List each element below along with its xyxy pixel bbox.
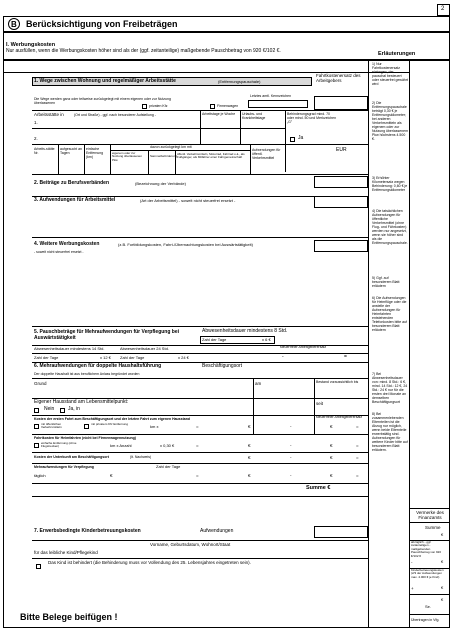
- grid-v2: [84, 144, 85, 174]
- col-sammel: Sammelbeförderung: [150, 154, 178, 158]
- firmenwagen-label: Firmenwagen: [217, 104, 239, 108]
- s6-line4: [32, 434, 368, 435]
- ja-in-label: Ja, in: [68, 406, 80, 412]
- s7-vorname: Vorname, Geburtsdatum, Wohnort/Staat: [150, 542, 231, 547]
- s6-hint: Der doppelte Haushalt ist aus beruflichem Anlass begründet worden: [34, 372, 140, 376]
- anzahl-label: km x Anzahl: [110, 443, 132, 448]
- abwesenheit-8-label: Abwesenheitsdauer mindestens 8 Std.: [202, 328, 288, 334]
- right-summe: Summe: [425, 525, 441, 530]
- verpfl-minus: -: [290, 473, 292, 478]
- note-7: 7) Bei Abwesenheitsdauer von: mind. 8 Std.: 6 €, mind. 14 Std.: 12 €, 24 Std.: 24 € nur für die ersten drei Monate an demselben Beschäftigungsort: [372, 372, 408, 405]
- unterkunft-euro: €: [248, 455, 251, 460]
- grid-v5: [175, 150, 176, 174]
- erlaeuterungen-label: Erläuterungen: [378, 51, 416, 57]
- col-sep-3: [285, 110, 286, 172]
- s5-line2: [32, 353, 368, 354]
- s3-title: 3. Aufwendungen für Arbeitsmittel: [34, 197, 116, 203]
- seit-label: seit: [316, 401, 324, 406]
- s1-row2-line: [32, 128, 285, 129]
- urlaub-label: Urlaubs- und Krankheitstage: [242, 112, 266, 121]
- grid-v1: [58, 144, 59, 174]
- s1-title: 1. Wege zwischen Wohnung und regelmäßiger Arbeitsstätte: [34, 78, 176, 84]
- col-aufgesucht: aufgesucht an Tagen: [60, 147, 82, 156]
- grid-v4: [148, 150, 149, 174]
- s7-amount-field[interactable]: [314, 526, 368, 538]
- arbeitstage-label: Arbeitstage je Woche: [202, 112, 236, 116]
- note-4: 4) Die tatsächlichen Aufwendungen für öffentliche Verkehrsmittel (ohne Flug- und Fährkosten) werden nur angesetzt, wenn sie höher sind als die Entfernungspauschale.: [372, 209, 408, 246]
- s7-kind: für das leibliche Kind/Pflegekind: [34, 550, 98, 555]
- right-se-euro: €: [441, 597, 444, 602]
- s6-line6: [32, 463, 368, 464]
- s4-amount-field[interactable]: [314, 240, 368, 252]
- heimfahrten-label: Fahrtkosten für Heimfahrten (nicht bei Firmenwagennutzung): [34, 436, 136, 440]
- s5-x24: x 24 €: [178, 355, 189, 360]
- fahrtkosten-label: Fahrtkostenersatz des Arbeitgebers: [316, 73, 361, 84]
- kennzeichen-field[interactable]: [248, 100, 308, 108]
- note-8: 8) Bei zusammenlebenden Elternteilen ist die Abzug nur möglich, wenn beide Elternteile erwerbstätig sind. Aufwendungen für weitere Kinder bitte auf besonderem Blatt erläutern.: [372, 412, 408, 453]
- nein-label: Nein: [44, 406, 55, 412]
- note-1: 1) Nur Fahrtkostenersatz eintragen, der pauschal besteuert oder steuerfrei gewährt wird: [372, 62, 408, 87]
- s7-behinderung: Das Kind ist behindert (die Behinderung muss vor Vollendung des 25. Lebensjahres eingetreten sein).: [48, 560, 251, 565]
- fahrt-eq2: €: [330, 424, 333, 429]
- s3-hint: (Art der Arbeitsmittel) - soweit nicht steuerfrei ersetzt -: [140, 198, 236, 203]
- s5-zahl-tage-14: Zahl der Tage: [34, 355, 59, 360]
- unterkunft-eq: =: [356, 455, 359, 460]
- einfache-checkbox[interactable]: [34, 443, 39, 448]
- fahrt-eq: =: [196, 424, 199, 429]
- s7-aufwendungen: Aufwendungen: [200, 528, 234, 534]
- mit-oeff-checkbox[interactable]: [34, 424, 39, 429]
- s6-line5: [32, 452, 368, 453]
- heim-minus: -: [290, 443, 292, 448]
- right-minus: -: [411, 560, 413, 565]
- einfache-label: einfache Entfernung (ohne Flugstrecken): [41, 441, 77, 449]
- fahrtkosten-field[interactable]: [314, 96, 368, 110]
- werbungskosten-intro: Nur ausfüllen, wenn die Werbungskosten höher sind als der (ggf. zeitanteilige) maßgebende Pauschbetrag von 920 €/102 €.: [6, 48, 281, 54]
- s5-x6: x 6 €: [262, 337, 271, 342]
- s7-behindert-checkbox[interactable]: [36, 564, 41, 569]
- right-line1: [409, 522, 450, 523]
- note-2: 2) Die Entfernungspauschale beträgt 0,30 € je Entfernungskilometer; bei anderen Verkehrsmitteln als eigenem oder zur Nutzung überlassenem Pkw höchstens 4.500 €.: [372, 101, 408, 142]
- mit-privat-checkbox[interactable]: [84, 424, 89, 429]
- ja-in-checkbox[interactable]: [60, 408, 65, 413]
- s7-line2: [32, 558, 368, 559]
- eigener-label: Eigener Hausstand am Lebensmittelpunkt:: [34, 399, 129, 405]
- werbungskosten-heading: I. Werbungskosten: [6, 42, 56, 48]
- grid-v6: [250, 144, 251, 174]
- am-label: am: [255, 381, 262, 386]
- unterkunft-euro2: €: [330, 455, 333, 460]
- note-5: 5) Ggf. auf besonderem Blatt erläutern: [372, 276, 400, 289]
- verpfl-euro: €: [110, 473, 113, 478]
- s6-line7: [32, 483, 368, 484]
- s1-subtitle: (Entfernungspauschale): [218, 79, 261, 84]
- right-uebertrag: Übertragen in Vfg.: [411, 618, 440, 622]
- s2-title: 2. Beiträge zu Berufsverbänden: [34, 180, 110, 186]
- fahrt-minus: -: [290, 424, 292, 429]
- note-3: 3) Erhöhter Kilometersatz wegen Behinderung: 0,60 € je Entfernungskilometer: [372, 176, 408, 193]
- fahrt-eq3: =: [356, 424, 359, 429]
- s5-steuerfrei: steuerfreier Arbeitgeberersatz: [280, 345, 327, 349]
- notes-divider: [409, 60, 410, 508]
- s4-title: 4. Weitere Werbungskosten: [34, 241, 100, 247]
- verpflegung-label: Mehraufwendungen für Verpflegung: [34, 465, 94, 469]
- note-6: 6) Die Aufwendungen für Heimflüge oder die anstelle der Aufwendungen für Heimfahrten entstehenden Telefonkosten bitte auf besonderem Blatt erläutern: [372, 296, 408, 333]
- right-abzueglich: abzüglich - ggf. zeitanteiligen - maßgebenden Pauschbetrag von 920 €/102 €: [411, 540, 442, 558]
- grund-label: Grund: [34, 381, 47, 386]
- fahrt-title: Kosten der ersten Fahrt zum Beschäftigungsort und der letzten Fahrt zum eigenen Hausstand: [34, 417, 190, 421]
- right-plus-euro: €: [441, 585, 444, 590]
- s5-zahl-tage-24: Zahl der Tage: [120, 355, 145, 360]
- right-line5: [409, 614, 450, 615]
- s6-steuerfrei: steuerfreier Arbeitgeberersatz: [316, 415, 363, 419]
- s4-hint: (z.B. Fortbildungskosten, Fahrt-/Übernachtungskosten bei Auswärtstätigkeit): [118, 242, 253, 247]
- right-se: Se.: [425, 604, 432, 609]
- verpfl-eq2: =: [356, 473, 359, 478]
- verpflegung-zahl-tage: Zahl der Tage: [156, 464, 181, 469]
- verpfl-euro2: €: [248, 473, 251, 478]
- footer-note: Bitte Belege beifügen !: [20, 612, 118, 622]
- s7-title: 7. Erwerbsbedingte Kinderbetreuungskosten: [34, 528, 141, 534]
- privat-kfz-checkbox[interactable]: [142, 104, 147, 109]
- s5-zahl-tage-8: Zahl der Tage: [202, 337, 227, 342]
- behinderung-ja-checkbox[interactable]: [290, 137, 295, 142]
- s7-line1: [32, 540, 368, 541]
- fahrt-km: km x: [150, 424, 159, 429]
- section-letter: B: [11, 20, 17, 29]
- fahrt-euro: €: [248, 424, 251, 429]
- right-summe-euro: €: [441, 532, 444, 537]
- s6-line1: [32, 378, 368, 379]
- eur-label: EUR: [336, 147, 347, 153]
- s6-summe: Summe €: [306, 485, 331, 491]
- s5-abw24: Abwesenheitsdauer 24 Std.: [120, 346, 169, 351]
- right-plus: +: [411, 586, 414, 591]
- page-title: Berücksichtigung von Freibeträgen: [26, 19, 178, 29]
- s5-title: 5. Pauschbeträge für Mehraufwendungen für Verpflegung bei Auswärtstätigkeit: [34, 329, 180, 341]
- row-2-label: 2.: [34, 136, 38, 141]
- s4-hint2: - soweit nicht steuerfrei ersetzt -: [34, 250, 84, 254]
- grid-v3: [110, 144, 111, 174]
- heim-eq2: =: [356, 443, 359, 448]
- right-line4: [409, 594, 450, 595]
- col-eigenen: eigenem oder zur Nutzung überlassenen Pkw: [112, 151, 143, 162]
- verpfl-euro3: €: [330, 473, 333, 478]
- s3-bottom: [32, 237, 368, 238]
- s6-title: 6. Mehraufwendungen für doppelte Haushaltsführung: [34, 363, 162, 369]
- wege-text: Die Wege werden ganz oder teilweise zurückgelegt mit einem eigenen oder zur Nutzung überlassenen: [34, 97, 171, 106]
- s3-amount-field[interactable]: [314, 196, 368, 208]
- firmenwagen-checkbox[interactable]: [210, 104, 215, 109]
- s5-minus: -: [282, 354, 284, 360]
- right-kinderbetreuung: Kinderbetreuungskosten (2/3 der Aufwendungen max. 4.000 € je Kind): [411, 568, 444, 579]
- arbeitsstaette-label: Arbeitsstätte in: [34, 112, 64, 117]
- heim-eq: =: [196, 443, 199, 448]
- s6-v2: [314, 378, 315, 434]
- verpfl-eq: =: [196, 473, 199, 478]
- col-oeffentl: öffentl. Verkehrsmitteln, Motorrad, Fahrrad o.ä., als Fußgänger, als Mitfahrer einer Fahrgemeinschaft: [177, 152, 245, 160]
- s2-amount-field[interactable]: [314, 176, 368, 188]
- s5-eq: =: [344, 354, 347, 360]
- s5-x12: x 12 €: [100, 355, 111, 360]
- nein-checkbox[interactable]: [34, 408, 39, 413]
- s4-bottom: [32, 326, 368, 327]
- col-davon: davon zurückgelegt km mit: [150, 145, 192, 149]
- s2-hint: (Bezeichnung der Verbände): [135, 181, 186, 186]
- right-minus-euro: €: [441, 559, 444, 564]
- heim-euro2: €: [330, 443, 333, 448]
- beschaeftigungsort-label: Beschäftigungsort: [202, 363, 243, 369]
- s1-grid-bottom: [32, 174, 368, 175]
- s5-abw14: Abwesenheitsdauer mindestens 14 Std.: [34, 346, 105, 351]
- mit-oeff-label: mit öffentlichen Verkehrsmitteln: [41, 422, 62, 430]
- col-entfernung: einfache Entfernung (km): [86, 147, 104, 160]
- heim-euro: €: [248, 443, 251, 448]
- unterkunft-label: Kosten der Unterkunft am Beschäftigungsort: [34, 455, 109, 459]
- row-1-label: 1.: [34, 120, 38, 125]
- unterkunft-minus: -: [290, 455, 292, 460]
- bestehen-label: Bestand voraussichtlich bis: [316, 380, 359, 384]
- vermerke-label: Vermerke des Finanzamts: [416, 510, 444, 521]
- arbeitsstaette-hint: (Ort und Straße) - ggf. nach besonderer Aufstellung -: [74, 113, 156, 117]
- col-sep-1: [200, 110, 201, 144]
- col-aufwendungen: Aufwendungen für öffentl. Verkehrsmittel: [252, 148, 281, 161]
- page-number: 2: [441, 6, 445, 12]
- s6-v1: [253, 378, 254, 434]
- mit-privat-label: mit privatem Kfz Entfernung: [91, 422, 129, 426]
- privat-kfz-label: privaten Kfz: [149, 104, 168, 108]
- nachweis-label: (lt. Nachweis): [130, 455, 152, 459]
- x030-label: x 0,30 €: [160, 443, 175, 448]
- taeglich-label: täglich: [34, 473, 46, 478]
- behinderung-label: Behinderungsgrad mind. 70 oder mind. 50 und Merkzeichen „G": [287, 112, 337, 125]
- col-arbeitsstaette: Arbeits-stätte Nr.: [34, 147, 55, 156]
- behinderung-ja-label: Ja: [298, 135, 304, 141]
- kennzeichen-label: Letztes amtl. Kennzeichen: [250, 94, 292, 98]
- s6-bottom: [32, 496, 368, 497]
- col-sep-2: [240, 110, 241, 144]
- s1-grid-top: [32, 144, 368, 145]
